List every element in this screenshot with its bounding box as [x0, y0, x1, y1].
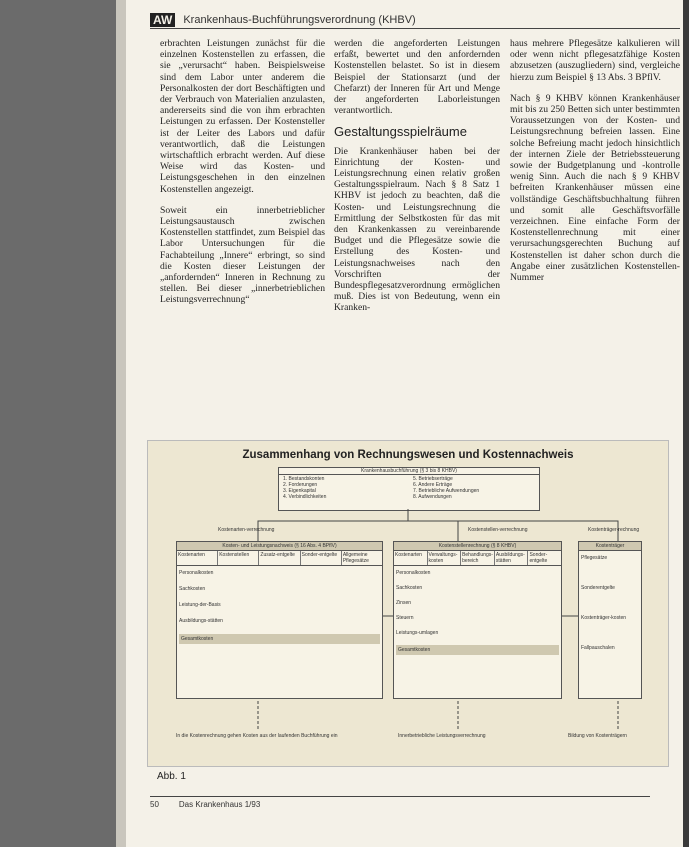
row-label: Pflegesätze: [581, 555, 608, 561]
row-label: Ausbildungs-stätten: [179, 618, 223, 624]
list-item: 4. Verbindlichkeiten: [283, 494, 327, 500]
column-2: [334, 38, 500, 324]
page-number: 50: [150, 800, 159, 809]
paragraph: Nach § 9 KHBV können Krankenhäuser mit bis zu 250 Betten sich unter bestimmten Voraussetzungen von der Kosten- und Leistungsrechnung befreien lassen. Eine solche Befreiung macht jedoch hinsichtlich der internen Ziele der Betriebssteuerung sowie der Budgetplanung und -kontrolle wenig Sinn. Auch die nach § 9 KHBV befreiten Krankenhäuser müssen eine vollständige Geschäftsbuchhaltung führen und somit alle Geschäftsvorfälle verzeichnen. Eine einfache Form der Kostenstellenrechnung mit einer verursachungsgerechten Buchung auf Kostenstellen ist daher schon durch die Angabe einer zusätzlichen Kostenstellen-Nummer: [510, 92, 680, 284]
list-item: 5. Betriebserträge: [413, 476, 453, 482]
list-item: 6. Andere Erträge: [413, 482, 453, 488]
label-cost-types: Kostenarten-verrechnung: [218, 527, 275, 533]
paragraph: Soweit ein innerbetrieblicher Leistungsaustausch zwischen Kostenstellen stattfindet, zum Beispiel das Labor Untersuchungen für die Fachabteilung „Innere“ erbringt, so sind die Kosten dieser Leistungen der „anfordernden“ Inneren in Rechnung zu stellen. Bei dieser „innerbetrieblichen Leistungsverrechnung“: [160, 204, 325, 306]
column-header: Kostenarten: [394, 551, 428, 565]
column-header: Kostenstellen: [218, 551, 259, 565]
column-header: Kostenarten: [177, 551, 218, 565]
table-title: Kostenträger: [579, 542, 641, 551]
row-label: Kostenträger-kosten: [581, 615, 627, 621]
list-item: 7. Betriebliche Aufwendungen: [413, 488, 480, 494]
note-left: In die Kostenrechnung gehen Kosten aus der laufenden Buchführung ein: [176, 733, 338, 739]
paragraph: Die Krankenhäuser haben bei der Einrichtung der Kosten- und Leistungsrechnung einen relativ großen Gestaltungsspielraum. Nach § 8 Satz 1 KHBV ist jedoch zu beachten, daß die Kosten- und Leistungsrechnung die Ermittlung der Selbstkosten für das mit den Krankenkassen zu vereinbarende Budget und die Pflegesätze sowie die Erstellung des Kosten- und Leistungsnachweises nach den Vorschriften der Bundespflegesatzverordnung ermöglichen muß. Dies ist von Bedeutung, wenn ein Kranken-: [334, 145, 500, 314]
cost-proof-table: [176, 541, 383, 699]
column-header: Sonder-entgelte: [529, 552, 548, 564]
column-1: [160, 38, 325, 316]
row-label: Zinsen: [396, 600, 412, 606]
row-label: Sachkosten: [396, 585, 423, 591]
section-heading: Gestaltungsspielräume: [334, 124, 467, 140]
list-item: 2. Forderungen: [283, 482, 318, 488]
header-title: Krankenhaus-Buchführungsverordnung (KHBV): [183, 14, 416, 26]
paragraph: werden die angeforderten Leistungen erfaßt, bewertet und den anfordernden Kostenstellen belastet. So ist in diesem Beispiel der Stationsarzt (und der Chefarzt) der Inneren für Art und Menge der angeforderten Laborleistungen verantwortlich.: [334, 38, 500, 117]
page-right-edge: [683, 0, 689, 847]
paragraph: haus mehrere Pflegesätze kalkulieren will oder wenn nicht pflegesatzfähige Kosten abzusetzen (auszugliedern) sind, vergleiche hierzu zum Beispiel § 13 Abs. 3 BPflV.: [510, 38, 680, 83]
label-cost-units: Kostenträger-rechnung: [588, 527, 640, 533]
page-footer: [150, 796, 650, 814]
column-header: Zusatz-entgelte: [259, 551, 300, 565]
row-label: Personalkosten: [396, 570, 431, 576]
row-label: Fallpauschalen: [581, 645, 615, 651]
bookkeeping-title: Krankenhausbuchführung (§ 3 bis 8 KHBV): [279, 468, 539, 475]
row-label: Sonderentgelte: [581, 585, 615, 591]
book-gutter: [0, 0, 116, 847]
page-edge: [116, 0, 126, 847]
text-columns: [160, 38, 680, 418]
note-mid: Innerbetriebliche Leistungsverrechnung: [398, 733, 486, 739]
column-header: Sonder-entgelte: [301, 551, 342, 565]
row-label: Personalkosten: [179, 570, 214, 576]
list-item: 8. Aufwendungen: [413, 494, 452, 500]
note-right: Bildung von Kostenträgern: [568, 733, 627, 739]
row-label: Gesamtkosten: [396, 645, 559, 655]
row-label: Leistung-der-Basis: [179, 602, 221, 608]
diagram-title: Zusammenhang von Rechnungswesen und Kostennachweis: [242, 449, 574, 461]
cost-centre-table: [393, 541, 562, 699]
row-label: Leistungs-umlagen: [396, 630, 439, 636]
row-label: Sachkosten: [179, 586, 206, 592]
column-header: Allgemeine Pflegesätze: [342, 552, 369, 564]
column-header: Verwaltungs-kosten: [428, 551, 462, 565]
column-header: Behandlungs-bereich: [462, 552, 493, 564]
column-3: [510, 38, 680, 293]
label-cost-centres: Kostenstellen-verrechnung: [468, 527, 528, 533]
figure-caption: Abb. 1: [157, 771, 186, 782]
cost-unit-box: [578, 541, 642, 699]
row-label: Gesamtkosten: [179, 634, 380, 644]
running-header: [150, 12, 680, 29]
table-title: Kostenstellenrechnung (§ 8 KHBV): [394, 542, 561, 551]
footer-text: Das Krankenhaus 1/93: [178, 800, 261, 809]
row-label: Steuern: [396, 615, 414, 621]
table-title: Kosten- und Leistungsnachweis (§ 16 Abs. 4 BPflV): [177, 542, 382, 551]
list-item: 3. Eigenkapital: [283, 488, 316, 494]
list-item: 1. Bestandskonten: [283, 476, 325, 482]
publisher-logo: AW: [150, 13, 175, 27]
column-header: Ausbildungs-stätten: [495, 551, 529, 565]
accounting-diagram: [147, 440, 669, 767]
paragraph: erbrachten Leistungen zunächst für die einzelnen Kostenstellen zu erfassen, die sie „verursacht“ haben. Beispielsweise sind dem Labor unter anderem die Personalkosten der dort Beschäftigten und der Verbrauch von Materialien anzulasten, andererseits sind die von ihm erbrachten Leistungen zu erfassen. Der Kostensteller ist der Leiter des Labors und dafür verantwortlich, daß die Leistungen wirtschaftlich erbracht werden. Auf diese Weise wird das Kosten- und Leistungsgeschehen in den einzelnen Kostenstellen angezeigt.: [160, 38, 325, 195]
